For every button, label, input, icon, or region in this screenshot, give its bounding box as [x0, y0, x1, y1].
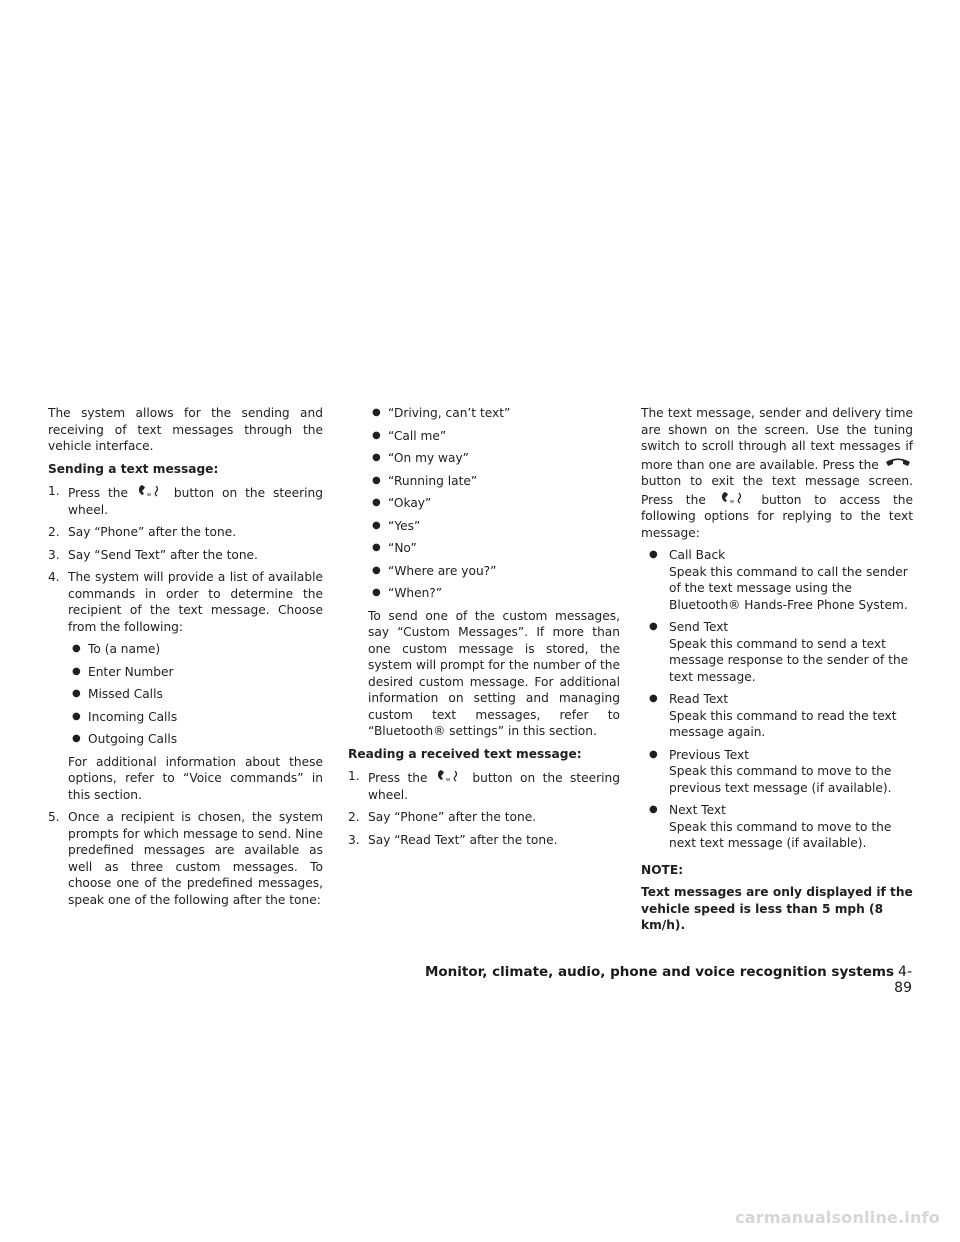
list-item: ● “Okay” — [372, 495, 620, 512]
list-item: ● “Driving, can’t text” — [372, 405, 620, 422]
reply-options-intro — [641, 405, 913, 541]
option-item — [649, 691, 913, 741]
section-title: Monitor, climate, audio, phone and voice recognition systems — [424, 964, 895, 980]
list-item: ● To (a name) — [72, 641, 323, 658]
heading-sending: Sending a text message: — [48, 461, 219, 476]
step-text: Once a recipient is chosen, the system prompts for which message to send. Nine predefined messages are available as well as three custom messages. To choose one of the predefined messages, speak one of the following after the tone: — [68, 810, 323, 907]
svg-text:w: w — [445, 777, 451, 783]
step-text: Press the — [368, 771, 428, 785]
option-description: Speak this command to send a text message response to the sender of the text message. — [669, 636, 909, 684]
watermark: carmanualsonline.info — [735, 1208, 940, 1227]
step-text: Press the — [68, 486, 128, 500]
option-title: ● Previous Text — [669, 747, 750, 762]
option-description: Speak this command to move to the previous text message (if available). — [669, 764, 892, 795]
step-text: Say “Phone” after the tone. — [368, 810, 537, 824]
step-number: 2. — [48, 525, 60, 539]
read-step-3 — [348, 832, 620, 849]
custom-messages-paragraph: To send one of the custom messages, say “Custom Messages”. If more than one custom message is stored, the system will prompt for the number of the desired custom message. For additional information on setting and managing custom text messages, refer to “Bluetooth® settings” in this section. — [368, 608, 620, 738]
send-step-2 — [48, 524, 323, 541]
option-title: ● Next Text — [669, 803, 726, 817]
note-label: NOTE: — [641, 862, 684, 877]
phone-voice-icon — [435, 768, 465, 782]
list-item: ● Missed Calls — [72, 686, 323, 703]
column-right — [641, 405, 913, 940]
option-title: ● Send Text — [669, 620, 729, 634]
option-item — [649, 547, 913, 613]
page-footer — [420, 964, 912, 996]
step-number: 5. — [48, 810, 60, 824]
paragraph-text: button to access the following options for replying to the text message: — [641, 492, 914, 540]
page-number: 4-89 — [894, 964, 912, 996]
svg-text:w: w — [146, 492, 152, 498]
read-step-2 — [348, 809, 620, 826]
phone-voice-icon — [719, 490, 749, 504]
note-text: Text messages are only displayed if the vehicle speed is less than 5 mph (8 km/h). — [641, 885, 913, 932]
send-step-4 — [48, 569, 323, 635]
step-text: button on the steering wheel. — [368, 771, 621, 802]
option-description: Speak this command to read the text message again. — [669, 708, 897, 739]
step-number: 4. — [48, 570, 60, 584]
read-step-1 — [348, 768, 620, 803]
list-item: ● “Where are you?” — [372, 563, 620, 580]
list-item: ● Incoming Calls — [72, 709, 323, 726]
predefined-message-list — [348, 405, 620, 740]
send-step-5 — [48, 809, 323, 908]
step-number: 1. — [348, 769, 360, 783]
option-title: ● Call Back — [669, 548, 726, 562]
step-number: 1. — [48, 484, 60, 498]
list-item: ● Enter Number — [72, 664, 323, 681]
phone-voice-icon — [136, 483, 166, 497]
option-title: ● Read Text — [669, 692, 729, 706]
list-item: ● Outgoing Calls — [72, 731, 323, 748]
recipient-list — [48, 641, 323, 803]
option-description: Speak this command to move to the next text message (if available). — [669, 819, 892, 850]
option-description: Speak this command to call the sender of the text message using the Bluetooth® Hands-Free Phone System. — [669, 564, 908, 612]
option-item — [649, 619, 913, 685]
paragraph-text: The text message, sender and delivery time are shown on the screen. Use the tuning switch to scroll through all text messages if more than one are available. Press the — [641, 406, 913, 472]
list-item: ● “Call me” — [372, 428, 620, 445]
list-item: ● “Yes” — [372, 518, 620, 535]
list-item: ● “Running late” — [372, 473, 620, 490]
step-number: 2. — [348, 810, 360, 824]
list-item: ● “No” — [372, 540, 620, 557]
step-text: Say “Read Text” after the tone. — [368, 832, 558, 847]
additional-info: For additional information about these options, refer to “Voice commands” in this section. — [68, 754, 323, 802]
step-text: Say “Phone” after the tone. — [68, 525, 237, 539]
list-item: ● “When?” — [372, 585, 620, 602]
svg-text:w: w — [729, 498, 734, 505]
heading-reading: Reading a received text message: — [348, 746, 582, 761]
option-item — [649, 802, 913, 852]
step-text: The system will provide a list of available commands in order to determine the recipient of the text message. Choose from the following: — [68, 570, 323, 634]
column-left — [48, 405, 323, 914]
step-text: Say “Send Text” after the tone. — [68, 547, 258, 562]
option-item — [649, 747, 913, 797]
list-item: ● “On my way” — [372, 450, 620, 467]
paragraph-text: button to exit the text message screen. Press the — [641, 474, 913, 507]
step-number: 3. — [348, 832, 360, 847]
send-step-3 — [48, 547, 323, 564]
phone-hangup-icon — [883, 455, 913, 469]
send-step-1 — [48, 483, 323, 518]
step-number: 3. — [48, 547, 60, 562]
intro-paragraph: The system allows for the sending and receiving of text messages through the vehicle interface. — [48, 406, 323, 453]
step-text: button on the steering wheel. — [68, 486, 324, 517]
column-middle — [348, 405, 620, 854]
